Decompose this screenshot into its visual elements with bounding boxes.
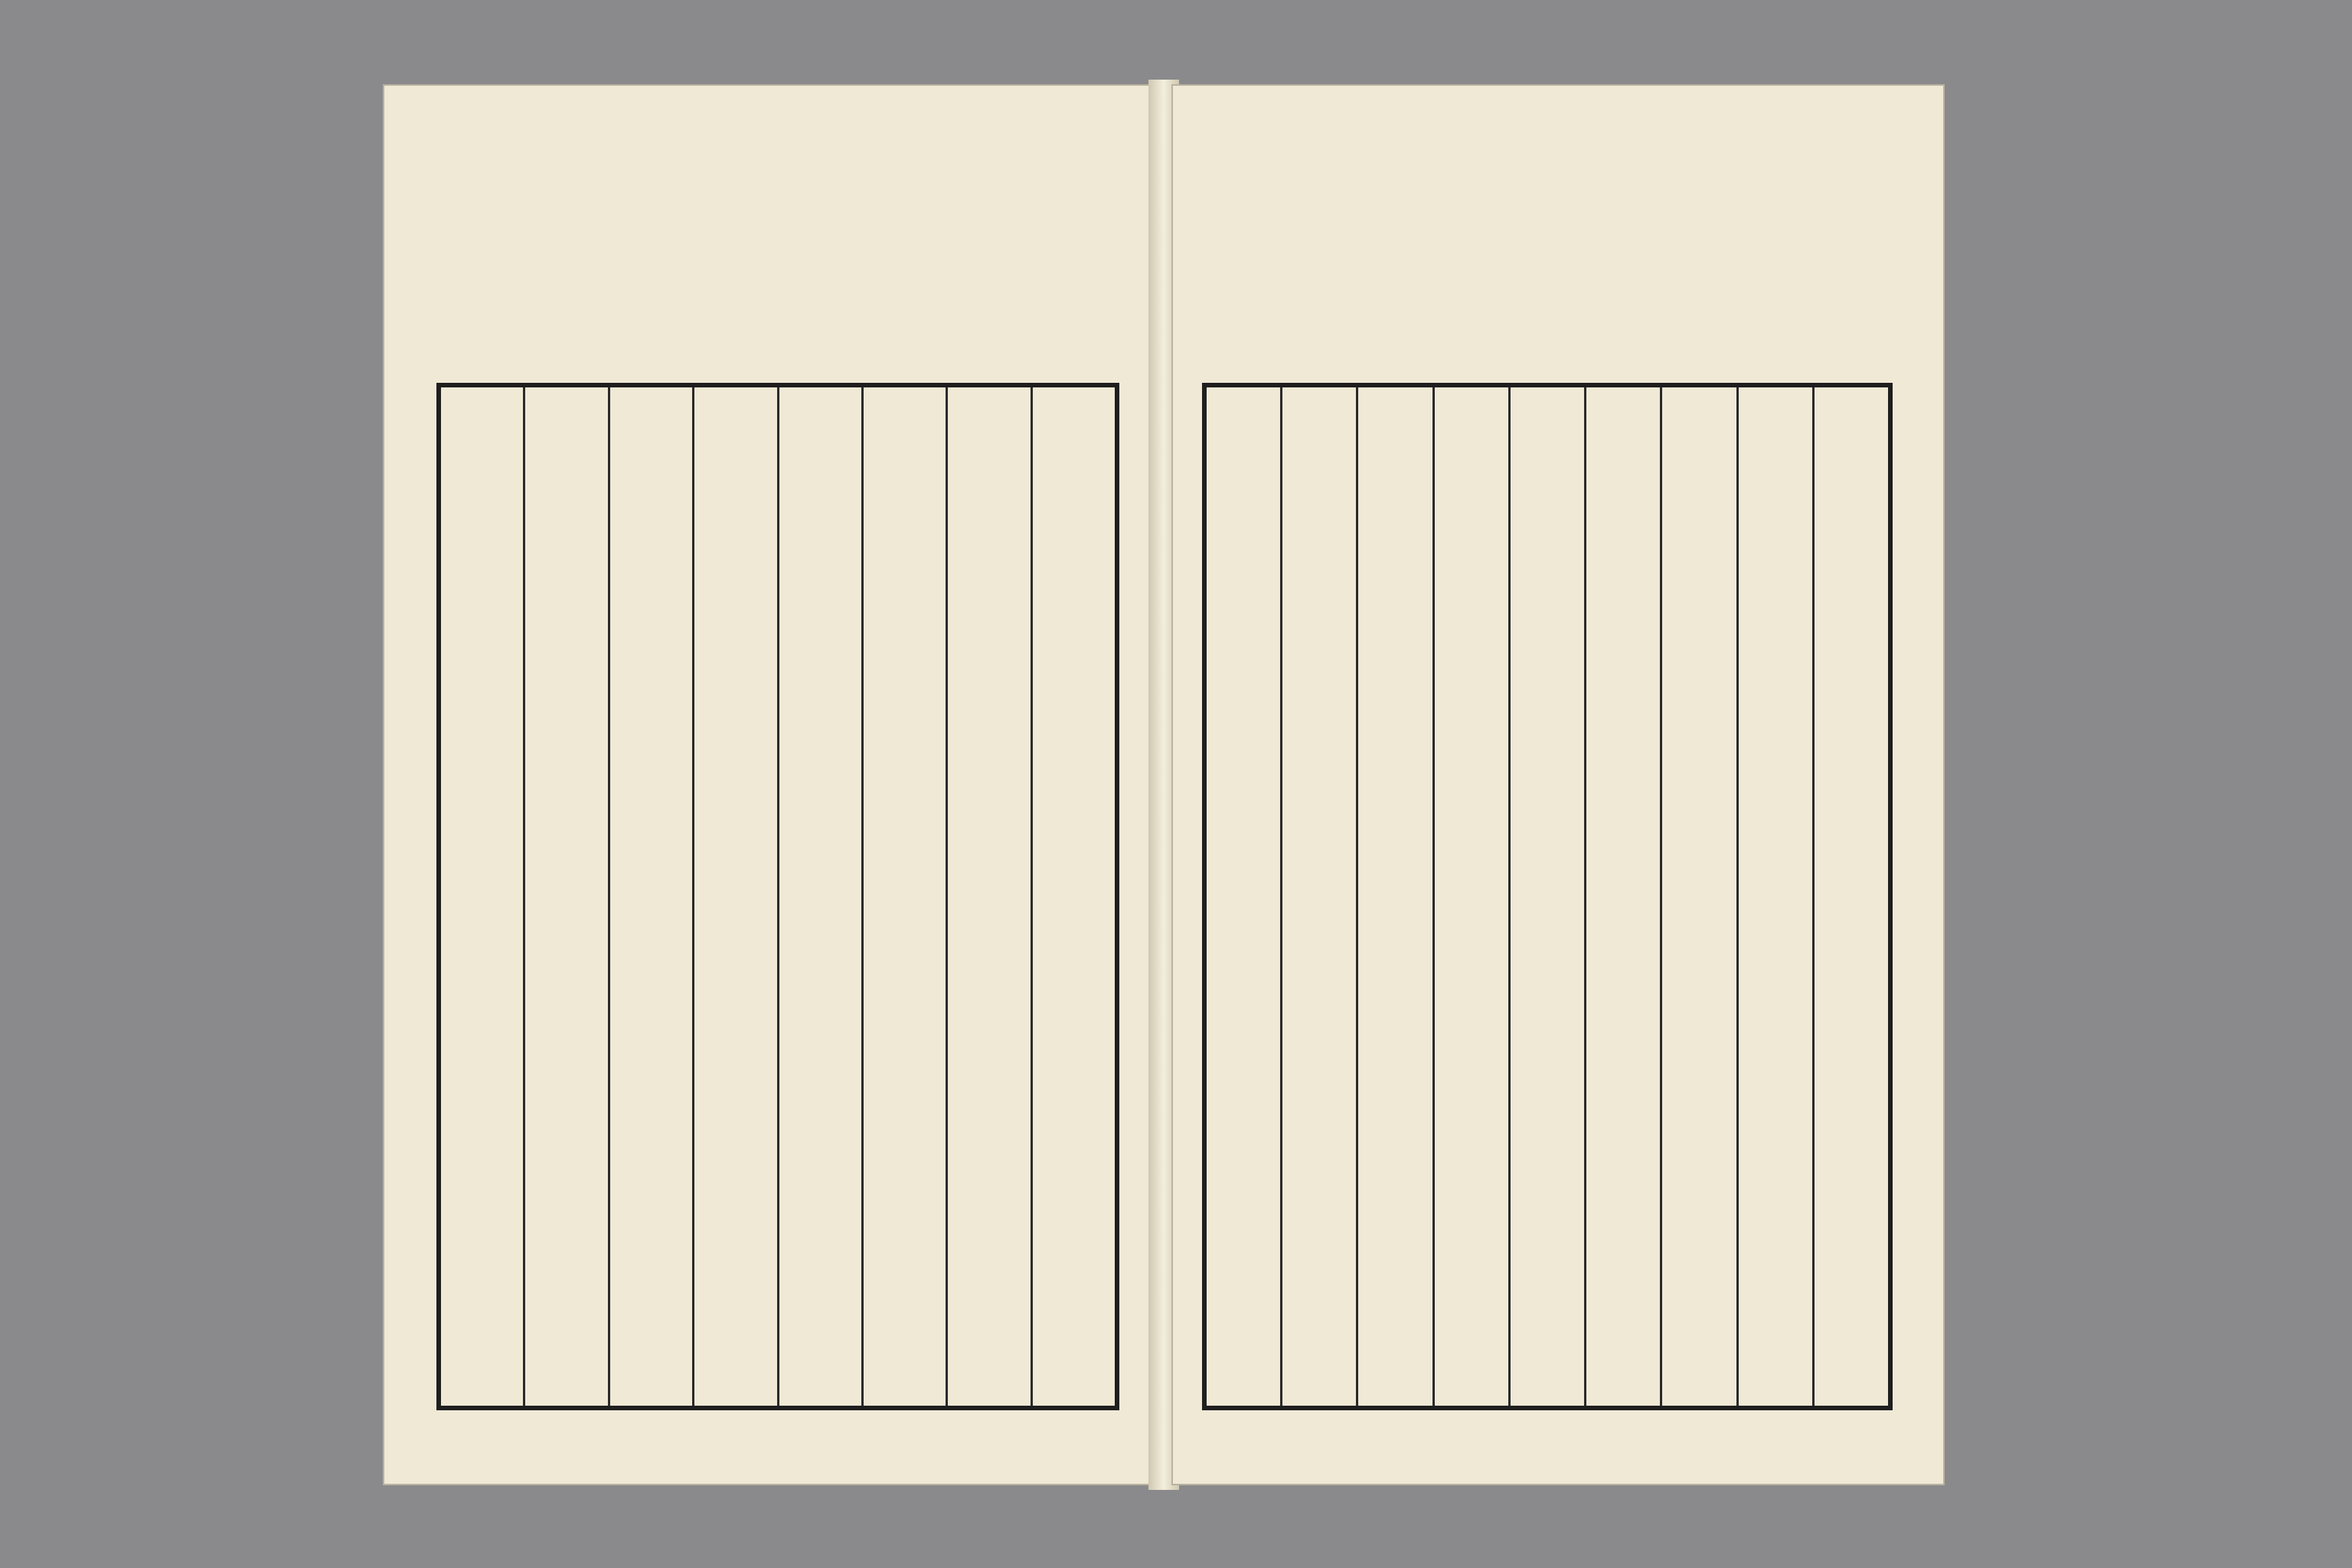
text-column [1812, 387, 1888, 1406]
text-column [523, 387, 607, 1406]
right-text-frame [1202, 383, 1893, 1410]
text-column [1207, 387, 1280, 1406]
left-page [383, 84, 1156, 1485]
text-column [441, 387, 523, 1406]
right-margin-title [1891, 390, 1937, 1386]
open-book [383, 84, 1960, 1485]
text-column [1031, 387, 1115, 1406]
text-column [777, 387, 861, 1406]
text-column [1356, 387, 1432, 1406]
right-page [1171, 84, 1945, 1485]
text-column [1280, 387, 1356, 1406]
text-column [1508, 387, 1584, 1406]
text-column [692, 387, 776, 1406]
left-margin-title [390, 390, 436, 1386]
text-column [1660, 387, 1736, 1406]
left-text-frame [436, 383, 1119, 1410]
text-column [608, 387, 692, 1406]
text-column [946, 387, 1030, 1406]
text-column [861, 387, 946, 1406]
text-column [1432, 387, 1508, 1406]
text-column [1584, 387, 1660, 1406]
text-column [1736, 387, 1812, 1406]
